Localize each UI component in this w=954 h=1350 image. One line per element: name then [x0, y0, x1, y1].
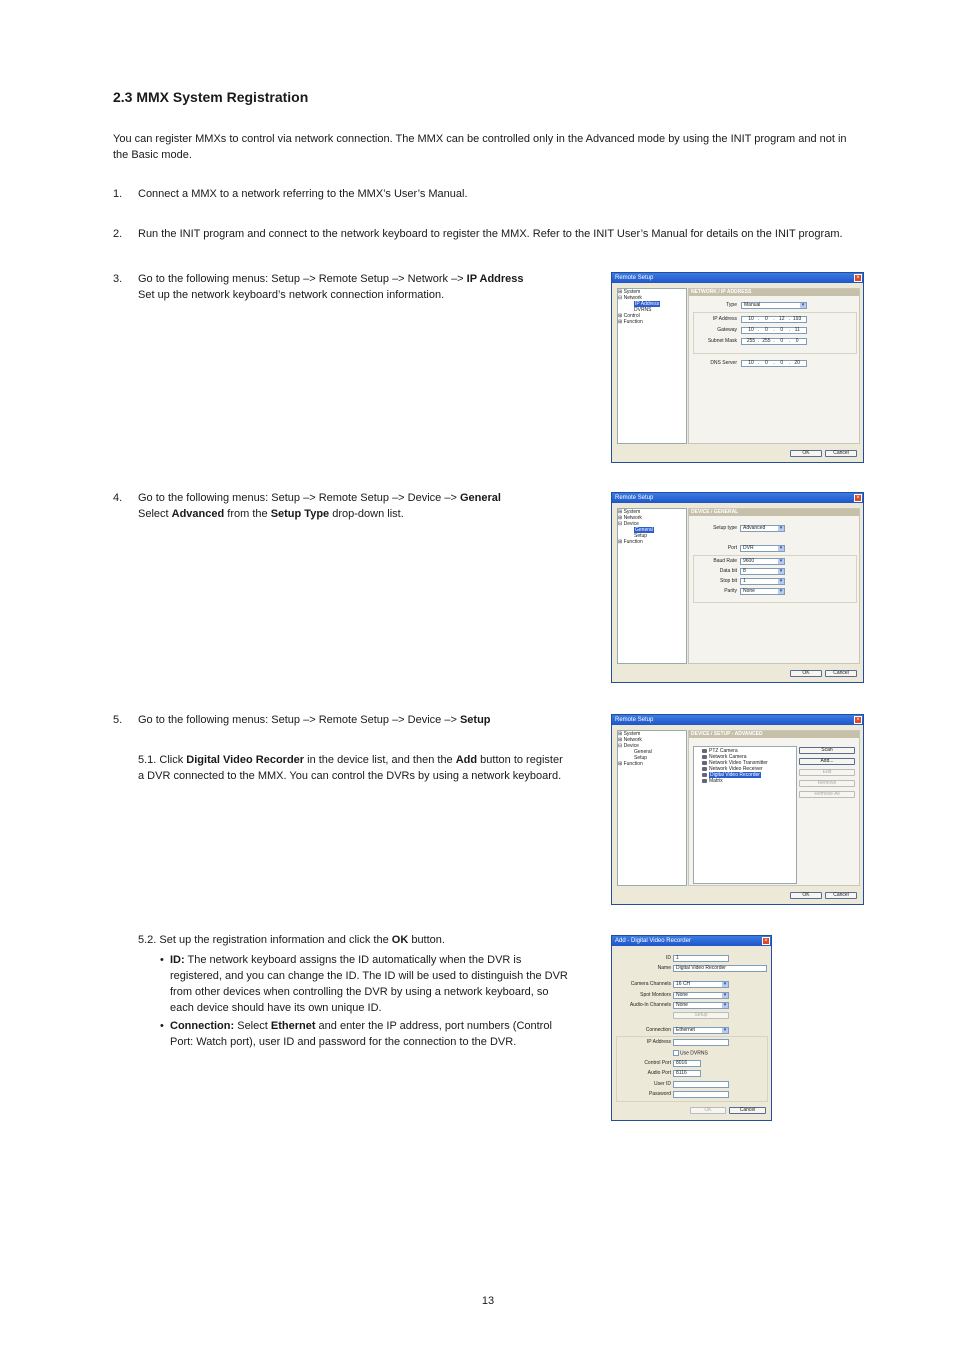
- tree-item-selected[interactable]: General: [635, 527, 653, 533]
- baud-rate-dropdown[interactable]: 9600 ▾: [740, 558, 785, 565]
- sub-text: 5.1. Click: [138, 754, 187, 766]
- port-dropdown[interactable]: DVR ▾: [740, 545, 785, 552]
- field-label: User ID: [654, 1081, 671, 1087]
- field-label: Setup type: [713, 525, 737, 531]
- setup-tree: [617, 508, 687, 664]
- menu-target: General: [459, 492, 501, 504]
- panel-header: DEVICE / GENERAL: [689, 509, 859, 516]
- receiver-icon: [702, 767, 707, 771]
- transmitter-icon: [702, 761, 707, 765]
- field-label: Subnet Mask: [707, 338, 737, 344]
- device-item[interactable]: Network Camera: [694, 754, 796, 760]
- settings-panel: [688, 730, 860, 886]
- desc-part: Select: [138, 508, 172, 520]
- ok-button[interactable]: OK: [690, 1107, 726, 1114]
- bullet-text: Select: [234, 1020, 271, 1032]
- field-label: Stop bit: [720, 578, 737, 584]
- window-title: Remote Setup: [615, 275, 654, 281]
- ptz-camera-icon: [702, 749, 707, 753]
- scan-button[interactable]: Scan: [799, 747, 855, 754]
- settings-panel: [688, 288, 860, 444]
- tree-item[interactable]: ⊟ Device: [618, 743, 639, 749]
- field-label: Password: [649, 1091, 671, 1097]
- checkbox-icon: [673, 1050, 679, 1056]
- ip-address-field[interactable]: [673, 1039, 729, 1046]
- menu-path: Go to the following menus: Setup –> Remote Setup –> Device –>: [138, 714, 460, 726]
- sub-text: in the device list, and then the: [304, 754, 456, 766]
- tree-item[interactable]: ⊞ System: [618, 509, 641, 515]
- step-number: 2.: [113, 228, 123, 240]
- tree-item[interactable]: ⊞ Function: [618, 319, 643, 325]
- device-item[interactable]: Network Video Transmitter: [694, 760, 796, 766]
- bullet-id: [160, 952, 570, 1016]
- field-label: Audio-In Channels: [629, 1002, 671, 1008]
- field-label: Gateway: [717, 327, 737, 333]
- remote-setup-window-network: [611, 272, 864, 463]
- bullet-bold: Ethernet: [270, 1020, 316, 1032]
- desc-bold: Advanced: [171, 508, 225, 520]
- device-item[interactable]: Matrix: [694, 778, 796, 784]
- field-label: Audio Port: [647, 1070, 671, 1076]
- ok-button[interactable]: OK: [790, 670, 822, 677]
- field-label: IP Address: [646, 1039, 671, 1045]
- window-title: Remote Setup: [615, 717, 654, 723]
- subnet-mask-field[interactable]: 255 . 255 . 0 . 0: [741, 338, 807, 345]
- step-number: 5.: [113, 714, 123, 726]
- substep-5-2: [138, 932, 568, 948]
- tree-item[interactable]: ⊟ Device: [618, 521, 639, 527]
- field-label: ID: [666, 955, 671, 961]
- id-field[interactable]: 1: [673, 955, 729, 962]
- field-label: Spot Monitors: [640, 992, 671, 998]
- tree-item[interactable]: Setup: [634, 755, 648, 761]
- setup-tree: [617, 730, 687, 886]
- window-titlebar: [612, 273, 863, 283]
- bullet-dot: •: [160, 1020, 164, 1032]
- field-label: Camera Channels: [630, 981, 671, 987]
- tree-item[interactable]: ⊞ System: [618, 731, 641, 737]
- field-label: Name: [657, 965, 671, 971]
- panel-header: DEVICE / SETUP - ADVANCED: [689, 731, 859, 738]
- field-label: Type: [726, 302, 737, 308]
- step-text: Connect a MMX to a network referring to the MMX’s User’s Manual.: [138, 188, 468, 200]
- remote-setup-window-device-general: [611, 492, 864, 683]
- audio-port-field[interactable]: 8116: [673, 1070, 701, 1077]
- desc-part: from the: [224, 508, 271, 520]
- data-bit-dropdown[interactable]: 8 ▾: [740, 568, 785, 575]
- cancel-button[interactable]: Cancel: [825, 892, 857, 899]
- field-label: IP Address: [712, 316, 737, 322]
- remote-setup-window-device-setup: [611, 714, 864, 905]
- tree-item[interactable]: DVRNS: [634, 307, 652, 313]
- cancel-button[interactable]: Cancel: [825, 670, 857, 677]
- close-icon[interactable]: ×: [854, 716, 862, 724]
- tree-item[interactable]: ⊞ Function: [618, 539, 643, 545]
- add-dvr-dialog: [611, 935, 772, 1121]
- close-icon[interactable]: ×: [854, 274, 862, 282]
- bullet-text: and enter the IP address, port numbers (Control Port: Watch port), user ID and password for the connection to the DVR.: [170, 1020, 552, 1048]
- matrix-icon: [702, 779, 707, 783]
- window-titlebar: [612, 936, 771, 946]
- menu-path: Go to the following menus: Setup –> Remote Setup –> Device –>: [138, 492, 460, 504]
- ok-button[interactable]: OK: [790, 450, 822, 457]
- step-text: [138, 712, 598, 728]
- desc-part: drop-down list.: [329, 508, 404, 520]
- intro-paragraph: You can register MMXs to control via network connection. The MMX can be controlled only in the Advanced mode by using the INIT program and not in the Basic mode.: [113, 133, 847, 161]
- sub-text: button to register a DVR connected to the MMX. You can control the DVRs by using a network keyboard.: [138, 754, 563, 782]
- step-text: [138, 271, 598, 303]
- type-dropdown[interactable]: Manual ▾: [741, 302, 807, 309]
- remove-button[interactable]: Remove: [799, 780, 855, 787]
- field-label: Connection: [645, 1027, 671, 1033]
- panel-header: NETWORK / IP ADDRESS: [689, 289, 859, 296]
- dns-server-field[interactable]: 10 . 0 . 0 . 20: [741, 360, 807, 367]
- sub-bold: Add: [455, 754, 478, 766]
- tree-item[interactable]: ⊞ Network: [618, 515, 642, 521]
- field-label: Data bit: [719, 568, 737, 574]
- page-number: 13: [481, 1295, 495, 1307]
- menu-target: Setup: [459, 714, 491, 726]
- step-text: [138, 490, 598, 522]
- window-title: Add - Digital Video Recorder: [615, 938, 691, 944]
- name-field[interactable]: Digital Video Recorder: [673, 965, 767, 972]
- tree-item[interactable]: General: [634, 749, 652, 755]
- connection-dropdown[interactable]: Ethernet ▾: [673, 1027, 729, 1034]
- password-field[interactable]: [673, 1091, 729, 1098]
- bullet-dot: •: [160, 954, 164, 966]
- device-item-selected[interactable]: Digital Video Recorder: [694, 772, 796, 778]
- sub-bold: Digital Video Recorder: [186, 754, 305, 766]
- spot-monitors-dropdown[interactable]: None ▾: [673, 992, 729, 999]
- ok-button[interactable]: OK: [790, 892, 822, 899]
- step-number: 3.: [113, 273, 123, 285]
- step-number: 1.: [113, 188, 123, 200]
- bullet-text: The network keyboard assigns the ID automatically when the DVR is registered, and you can change the ID. The ID will be used to distinguish the DVR from other devices when controlling the DVR by using a network keyboard, so each device should have its own unique ID.: [170, 954, 568, 1014]
- field-label: Parity: [724, 588, 737, 594]
- bullet-label: ID:: [170, 954, 185, 966]
- tree-item[interactable]: ⊟ Network: [618, 295, 642, 301]
- setup-button[interactable]: Setup: [673, 1012, 729, 1019]
- edit-button[interactable]: Edit: [799, 769, 855, 776]
- window-titlebar: [612, 715, 863, 725]
- menu-target: IP Address: [466, 273, 524, 285]
- close-icon[interactable]: ×: [762, 937, 770, 945]
- step-description: Set up the network keyboard’s network connection information.: [138, 289, 445, 301]
- field-label: DNS Server: [710, 360, 737, 366]
- close-icon[interactable]: ×: [854, 494, 862, 502]
- field-label: Control Port: [644, 1060, 671, 1066]
- cancel-button[interactable]: Cancel: [729, 1107, 766, 1114]
- dvr-icon: [702, 773, 707, 777]
- add-button[interactable]: Add...: [799, 758, 855, 765]
- bullet-label: Connection:: [170, 1020, 235, 1032]
- tree-item[interactable]: ⊞ Control: [618, 313, 640, 319]
- menu-path: Go to the following menus: Setup –> Remote Setup –> Network –>: [138, 273, 467, 285]
- cancel-button[interactable]: Cancel: [825, 450, 857, 457]
- camera-channels-dropdown[interactable]: 16 CH ▾: [673, 981, 729, 988]
- tree-item[interactable]: Setup: [634, 533, 648, 539]
- setup-type-dropdown[interactable]: Advanced ▾: [740, 525, 785, 532]
- audio-in-channels-dropdown[interactable]: None ▾: [673, 1002, 729, 1009]
- control-port-field[interactable]: 8016: [673, 1060, 701, 1067]
- bullet-connection: [160, 1018, 570, 1050]
- window-title: Remote Setup: [615, 495, 654, 501]
- field-label: Port: [727, 545, 737, 551]
- parity-dropdown[interactable]: None ▾: [740, 588, 785, 595]
- tree-item-selected[interactable]: IP Address: [635, 301, 660, 307]
- gateway-field[interactable]: 10 . 0 . 0 . 11: [741, 327, 807, 334]
- checkbox-label: Use DVRNS: [680, 1050, 708, 1057]
- sub-bold: OK: [391, 934, 409, 946]
- section-heading: 2.3 MMX System Registration: [113, 89, 309, 105]
- tree-item[interactable]: ⊞ System: [618, 289, 641, 295]
- network-camera-icon: [702, 755, 707, 759]
- user-id-field[interactable]: [673, 1081, 729, 1088]
- tree-item[interactable]: ⊞ Network: [618, 737, 642, 743]
- remove-all-button[interactable]: Remove All: [799, 791, 855, 798]
- window-titlebar: [612, 493, 863, 503]
- step-number: 4.: [113, 492, 123, 504]
- tree-item[interactable]: ⊞ Function: [618, 761, 643, 767]
- use-dvrns-checkbox[interactable]: [673, 1050, 733, 1057]
- device-item[interactable]: PTZ Camera: [694, 748, 796, 754]
- sub-text: button.: [408, 934, 445, 946]
- field-label: Baud Rate: [713, 558, 737, 564]
- ip-address-field[interactable]: 10 . 0 . 12 . 193: [741, 316, 807, 323]
- step-text: Run the INIT program and connect to the network keyboard to register the MMX. Refer to the INIT User’s Manual for details on the INIT program.: [138, 228, 843, 240]
- sub-text: 5.2. Set up the registration information and click the: [138, 934, 392, 946]
- settings-panel: [688, 508, 860, 664]
- device-item[interactable]: Network Video Receiver: [694, 766, 796, 772]
- substep-5-1: [138, 752, 568, 784]
- device-list: [693, 746, 797, 884]
- desc-bold: Setup Type: [270, 508, 330, 520]
- stop-bit-dropdown[interactable]: 1 ▾: [740, 578, 785, 585]
- setup-tree: [617, 288, 687, 444]
